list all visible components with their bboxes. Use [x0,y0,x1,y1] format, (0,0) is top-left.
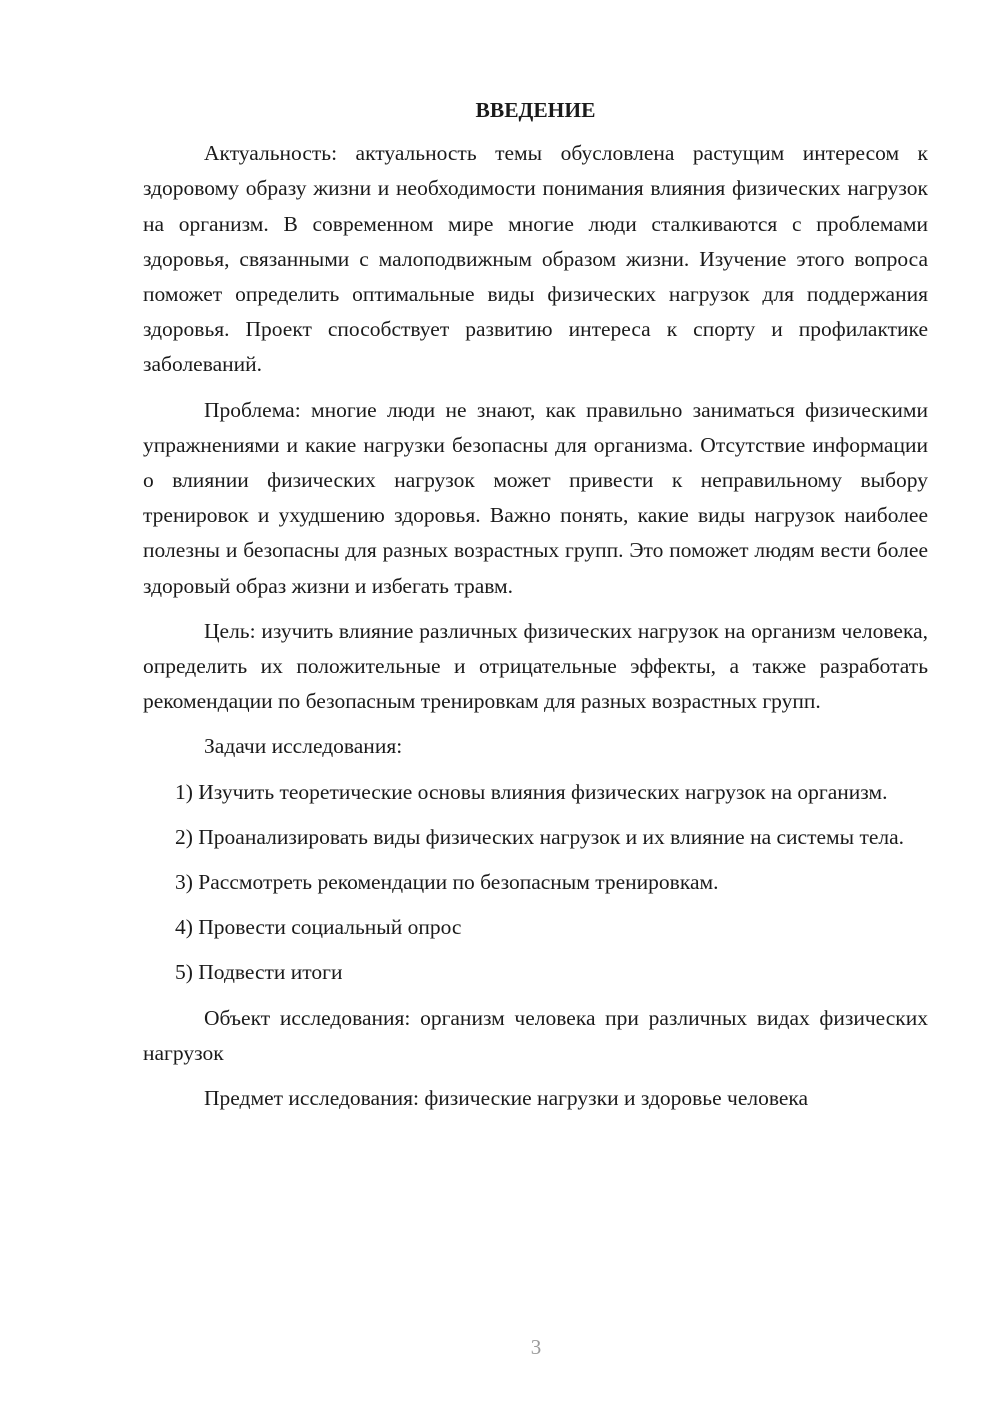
subject-paragraph: Предмет исследования: физические нагрузки и здоровье человека [204,1086,809,1111]
task-item: 1) Изучить теоретические основы влияния физических нагрузок на организм. [175,779,888,804]
tasks-list [143,775,928,991]
task-item: 5) Подвести итоги [175,960,343,985]
section-title: ВВЕДЕНИЕ [475,98,596,122]
tasks-heading: Задачи исследования: [204,734,403,759]
relevance-paragraph: Актуальность: актуальность темы обусловлена растущим интересом к здоровому образу жизни и необходимости понимания влияния физических нагрузок на организм. В современном мире многие люди сталкиваются с проблемами здоровья, связанными с малоподвижным образом жизни. Изучение этого вопроса поможет определить оптимальные виды физических нагрузок для поддержания здоровья. Проект способствует развитию интереса к спорту и профилактике заболеваний. [143,141,928,377]
document-page [143,93,928,1126]
task-item: 3) Рассмотреть рекомендации по безопасным тренировкам. [175,870,719,895]
object-paragraph: Объект исследования: организм человека при различных видах физических нагрузок [143,1005,928,1065]
page-number: 3 [530,1335,542,1359]
task-item: 4) Провести социальный опрос [175,915,462,940]
goal-paragraph: Цель: изучить влияние различных физических нагрузок на организм человека, определить их положительные и отрицательные эффекты, а также разработать рекомендации по безопасным тренировкам для разных возрастных групп. [143,618,928,714]
problem-paragraph: Проблема: многие люди не знают, как правильно заниматься физическими упражнениями и какие нагрузки безопасны для организма. Отсутствие информации о влиянии физических нагрузок может привести к неправильному выбору тренировок и ухудшению здоровья. Важно понять, какие виды нагрузок наиболее полезны и безопасны для разных возрастных групп. Это поможет людям вести более здоровый образ жизни и избегать травм. [143,397,928,598]
task-item: 2) Проанализировать виды физических нагрузок и их влияние на системы тела. [175,824,905,849]
